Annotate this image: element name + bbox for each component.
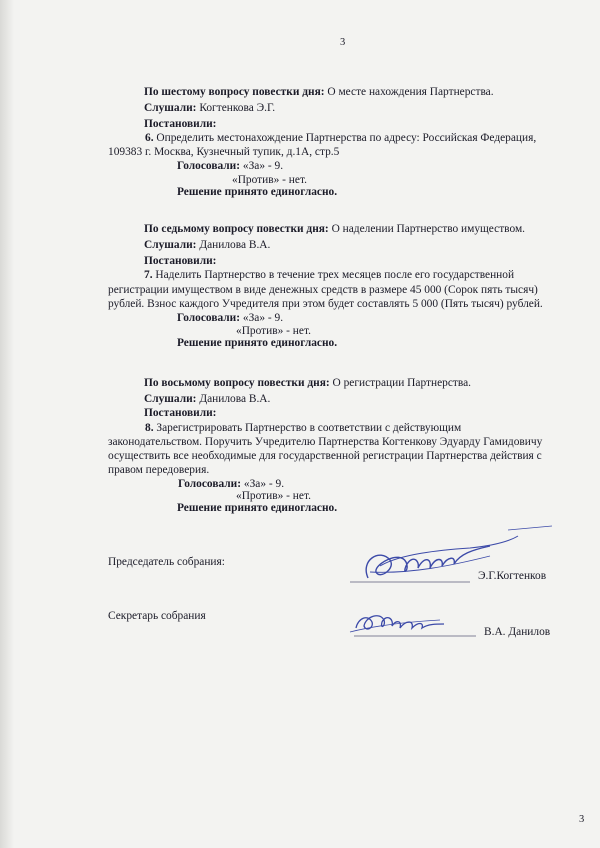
- chairman-signature: [340, 520, 560, 590]
- page-edge-shadow: [0, 0, 14, 848]
- page-number-top: 3: [340, 37, 346, 48]
- page-number-bottom: 3: [579, 814, 585, 825]
- q7-resolution-line1: 7. Наделить Партнерство в течение трех месяцев после его государственной: [144, 269, 515, 281]
- chairman-name: Э.Г.Когтенков: [478, 570, 547, 582]
- q8-decision: Решение принято единогласно.: [177, 502, 338, 514]
- q7-resolved-label: Постановили:: [144, 255, 217, 267]
- chairman-label: Председатель собрания:: [108, 556, 225, 568]
- q8-resolution-line2: законодательством. Поручить Учредителю Партнерства Когтенкову Эдуарду Гамидовичу: [108, 436, 543, 448]
- q8-heard: Слушали: Данилова В.А.: [144, 393, 271, 405]
- q6-heading: По шестому вопросу повестки дня: О месте нахождения Партнерства.: [144, 86, 494, 98]
- q6-decision: Решение принято единогласно.: [177, 186, 338, 198]
- q8-vote-for: Голосовали: «За» - 9.: [178, 478, 285, 490]
- q6-vote-for: Голосовали: «За» - 9.: [177, 160, 284, 172]
- q7-resolution-line2: регистрации имуществом в виде денежных средств в размере 45 000 (Сорок пять тысяч): [108, 284, 538, 296]
- q8-resolution-line4: правом передоверия.: [108, 464, 210, 476]
- secretary-signature: [344, 602, 484, 642]
- q7-vote-for: Голосовали: «За» - 9.: [177, 312, 284, 324]
- secretary-label: Секретарь собрания: [108, 610, 206, 622]
- q7-vote-against: «Против» - нет.: [236, 325, 311, 337]
- q8-resolution-line3: осуществить все необходимые для государственной регистрации Партнерства действия с: [108, 450, 542, 462]
- q6-resolution-line2: 109383 г. Москва, Кузнечный тупик, д.1А, стр.5: [108, 146, 340, 158]
- q7-resolution-line3: рублей. Взнос каждого Учредителя при этом будет составлять 5 000 (Пять тысяч) рублей.: [108, 298, 543, 310]
- q6-resolution-line1: 6. Определить местонахождение Партнерства по адресу: Российская Федерация,: [145, 132, 537, 144]
- q6-vote-against: «Против» - нет.: [232, 174, 307, 186]
- q7-heard: Слушали: Данилова В.А.: [144, 239, 271, 251]
- q7-heading: По седьмому вопросу повестки дня: О наделении Партнерство имуществом.: [144, 223, 526, 235]
- q8-heading: По восьмому вопросу повестки дня: О регистрации Партнерства.: [144, 377, 471, 389]
- q8-resolution-line1: 8. Зарегистрировать Партнерство в соответствии с действующим: [145, 422, 462, 434]
- q7-decision: Решение принято единогласно.: [177, 337, 338, 349]
- secretary-name: В.А. Данилов: [484, 626, 551, 638]
- q8-resolved-label: Постановили:: [144, 407, 217, 419]
- q8-vote-against: «Против» - нет.: [236, 490, 311, 502]
- q6-resolved-label: Постановили:: [144, 118, 217, 130]
- q6-heard: Слушали: Когтенкова Э.Г.: [144, 102, 276, 114]
